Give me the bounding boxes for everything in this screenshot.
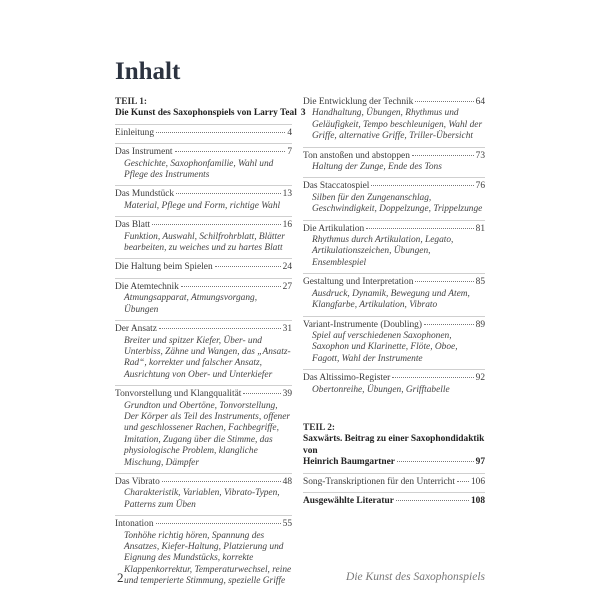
leader-dots <box>215 266 281 267</box>
part-label: TEIL 1: <box>115 97 148 107</box>
page-number: 24 <box>282 262 292 273</box>
leader-dots <box>156 523 281 524</box>
toc-entry <box>115 185 292 216</box>
page-number: 108 <box>470 495 485 506</box>
toc-entry <box>300 94 485 147</box>
entry-title[interactable]: Variant-Instrumente (Doubling) <box>303 319 422 330</box>
entry-subtopics: Haltung der Zunge, Ende des Tons <box>312 162 442 173</box>
leader-dots <box>159 328 281 329</box>
entry-subtopics: Grundton und Obertöne, Tonvorstellung, Der Körper als Teil des Instruments, offener und geschlossener Rachen, Fachbegriffe, Imitation, Zugang über die Stimme, das physiologische Problem, klangliche Mischung, Dämpfer <box>124 400 291 468</box>
entry-title[interactable]: Gestaltung und Interpretation <box>303 277 414 288</box>
entry-subtopics: Breiter und spitzer Kiefer, Über- und Unterbiss, Zähne und Wangen, das „Ansatz-Rad“, korrekter und falscher Ansatz, Ausrichtung von Ober- und Unterkiefer <box>124 335 291 380</box>
toc-entry <box>115 258 292 277</box>
entry-title[interactable]: Der Ansatz <box>115 324 157 335</box>
leader-dots <box>152 224 280 225</box>
toc-entry <box>115 473 292 515</box>
entry-subtopics: Charakteristik, Variablen, Vibrato-Typen, Patterns zum Üben <box>124 488 280 510</box>
page-title: Inhalt <box>115 58 181 85</box>
toc-right-column <box>300 94 485 511</box>
page-number: 27 <box>282 281 292 292</box>
page-number: 7 <box>287 147 292 158</box>
part-label: TEIL 2: <box>303 422 336 433</box>
leader-dots <box>415 281 473 282</box>
entry-title[interactable]: Die Haltung beim Spielen <box>115 262 213 273</box>
entry-title[interactable]: Das Blatt <box>115 220 151 231</box>
page-number: 13 <box>282 189 292 200</box>
page-number: 3 <box>300 108 306 119</box>
toc-entry <box>115 515 292 591</box>
page-number: 73 <box>475 150 485 161</box>
page-number: 92 <box>475 373 485 384</box>
entry-subtopics: Spiel auf verschiedenen Saxophonen, Saxophon und Klarinette, Flöte, Oboe, Fagott, Wahl der Instrumente <box>312 330 458 364</box>
toc-entry <box>303 220 485 274</box>
entry-title[interactable]: Song-Transkriptionen für den Unterricht <box>303 476 455 487</box>
entry-title[interactable]: Die Atemtechnik <box>115 281 179 292</box>
leader-dots <box>243 393 280 394</box>
leader-dots <box>371 185 473 186</box>
page-number: 89 <box>475 319 485 330</box>
entry-title[interactable]: Ausgewählte Literatur <box>303 495 394 506</box>
entry-title[interactable]: Die Artikulation <box>303 223 365 234</box>
page-number: 55 <box>282 519 292 530</box>
page-number: 85 <box>475 277 485 288</box>
leader-dots <box>424 324 474 325</box>
entry-title[interactable]: Einleitung <box>115 127 155 138</box>
page-number: 31 <box>282 324 292 335</box>
entry-subtopics: Handhaltung, Übungen, Rhythmus und Geläufigkeit, Tempo beschleunigen, Wahl der Griffe, alternative Griffe, Triller-Übersicht <box>312 108 483 142</box>
toc-entry <box>303 369 485 400</box>
toc-entry <box>303 316 485 370</box>
page-number: 76 <box>475 181 485 192</box>
page-number: 64 <box>475 97 485 107</box>
leader-dots <box>162 481 281 482</box>
entry-subtopics: Silben für den Zungenanschlag, Geschwindigkeit, Doppelzunge, Trippelzunge <box>312 192 483 215</box>
page-number: 4 <box>287 127 292 138</box>
entry-subtopics: Rhythmus durch Artikulation, Legato, Artikulationszeichen, Übungen, Ensemblespiel <box>312 235 454 268</box>
entry-title[interactable]: Intonation <box>115 519 154 530</box>
entry-subtopics: Geschichte, Saxophonfamilie, Wahl und Pflege des Instruments <box>124 158 274 181</box>
toc-entry <box>303 177 485 219</box>
page-number: 39 <box>282 389 292 400</box>
leader-dots <box>415 101 473 102</box>
part-title[interactable]: Saxwärts. Beitrag zu einer Saxophondidaktik von <box>303 434 485 456</box>
entry-subtopics: Tonhöhe richtig hören, Spannung des Ansatzes, Kiefer-Haltung, Platzierung und Eignung des Mundstücks, korrekte Klappenkorrektur, Temperaturwechsel, reine und temperierte Stimmung, spezielle Griffe <box>124 530 292 587</box>
page-number-footer: 2 <box>117 570 124 585</box>
entry-subtopics: Ausdruck, Dynamik, Bewegung und Atem, Klangfarbe, Artikulation, Vibrato <box>312 288 470 311</box>
entry-title[interactable]: Das Staccatospiel <box>303 181 370 192</box>
entry-title[interactable]: Ton anstoßen und abstoppen <box>303 150 410 161</box>
toc-part-2 <box>303 420 485 473</box>
part-title-cont[interactable]: Heinrich Baumgartner <box>303 457 395 468</box>
leader-dots <box>175 151 286 152</box>
toc-entry <box>115 320 292 385</box>
entry-title[interactable]: Tonvorstellung und Klangqualität <box>115 389 242 400</box>
leader-dots <box>392 377 473 378</box>
page-number: 81 <box>475 223 485 234</box>
toc-entry <box>115 143 292 185</box>
entry-title[interactable]: Das Vibrato <box>115 476 160 487</box>
page-number: 48 <box>282 476 292 487</box>
leader-dots <box>181 286 281 287</box>
toc-left-column <box>115 94 306 592</box>
leader-dots <box>412 155 474 156</box>
part-title[interactable]: Die Kunst des Saxophonspiels von Larry Teal <box>115 108 297 119</box>
toc-entry-literatur <box>303 492 485 511</box>
running-title: Die Kunst des Saxophonspiels <box>346 571 485 583</box>
entry-title[interactable]: Die Entwicklung der Technik <box>303 97 414 107</box>
page-number: 16 <box>282 220 292 231</box>
leader-dots <box>366 228 473 229</box>
entry-title[interactable]: Das Mundstück <box>115 189 175 200</box>
toc-entry <box>303 147 485 178</box>
entry-subtopics: Funktion, Auswahl, Schilfrohrblatt, Blätter bearbeiten, zu weiches und zu hartes Blatt <box>124 231 285 254</box>
toc-part-1 <box>115 94 306 124</box>
toc-entry <box>115 124 292 143</box>
entry-subtopics: Material, Pflege und Form, richtige Wahl <box>124 200 281 211</box>
toc-entry <box>115 216 292 258</box>
toc-entry <box>115 278 292 320</box>
page-number: 97 <box>475 457 485 468</box>
entry-title[interactable]: Das Altissimo-Register <box>303 373 391 384</box>
leader-dots <box>176 193 281 194</box>
toc-entry <box>303 273 485 315</box>
entry-subtopics: Atmungsapparat, Atmungsvorgang, Übungen <box>124 293 258 315</box>
page-number: 106 <box>470 476 485 487</box>
leader-dots <box>156 132 285 133</box>
entry-subtopics: Obertonreihe, Übungen, Grifftabelle <box>312 384 450 395</box>
toc-entry-song <box>303 473 485 492</box>
toc-entry <box>115 385 292 473</box>
entry-title[interactable]: Das Instrument <box>115 147 173 158</box>
